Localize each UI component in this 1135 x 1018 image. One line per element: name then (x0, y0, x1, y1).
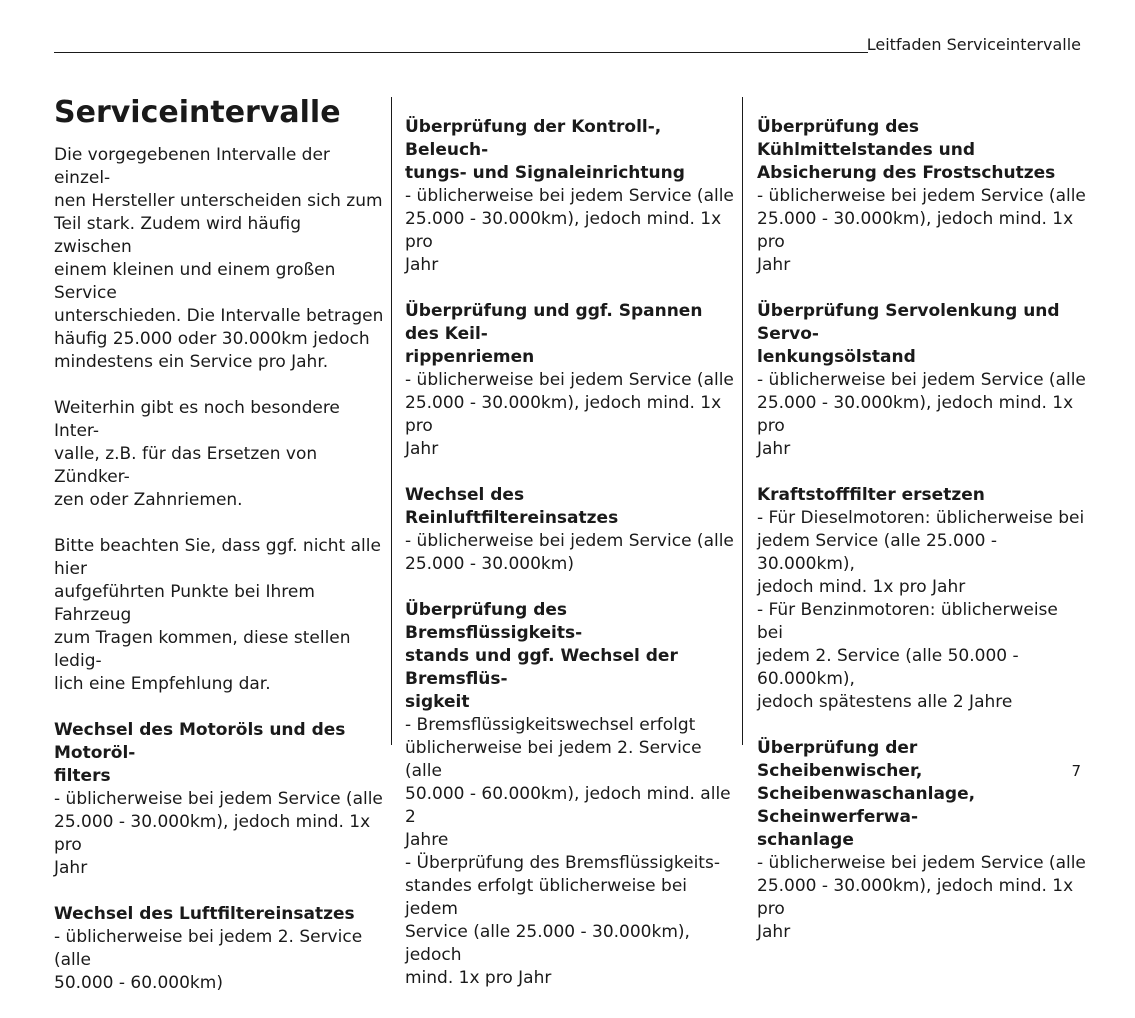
section-bremsfluessigkeit (405, 599, 735, 990)
header-title: Leitfaden Serviceintervalle (866, 35, 1081, 54)
column-divider-1 (391, 97, 392, 745)
page-title: Serviceintervalle (54, 95, 341, 130)
section-body: - üblicherweise bei jedem Service (alle 25.000 - 30.000km), jedoch mind. 1x pro Jahr (405, 370, 734, 459)
page-number: 7 (1071, 762, 1081, 780)
column-divider-2 (742, 97, 743, 745)
section-title: Wechsel des Motoröls und des Motoröl- filters (54, 720, 346, 786)
section-keilrippenriemen (405, 300, 735, 461)
section-luftfilter (54, 903, 384, 995)
section-body: - Bremsflüssigkeitswechsel erfolgt üblicherweise bei jedem 2. Service (alle 50.000 - 60.000km), jedoch mind. alle 2 Jahre - Überprüfung des Bremsflüssigkeits- standes erfolgt üblicherweise bei jedem Service (alle 25.000 - 30.000km), jedoch mind. 1x pro Jahr (405, 715, 731, 988)
section-title: Überprüfung des Kühlmittelstandes und Absicherung des Frostschutzes (757, 117, 1056, 183)
section-title: Wechsel des Reinluftfiltereinsatzes (405, 485, 619, 528)
header-rule (54, 52, 868, 53)
section-kraftstofffilter (757, 484, 1087, 714)
section-kontroll-beleuchtung (405, 116, 735, 277)
intro-paragraph: Bitte beachten Sie, dass ggf. nicht alle hier aufgeführten Punkte bei Ihrem Fahrzeug zum Tragen kommen, diese stellen ledig- lich eine Empfehlung dar. (54, 536, 381, 694)
section-title: Überprüfung und ggf. Spannen des Keil- rippenriemen (405, 301, 703, 367)
section-title: Wechsel des Luftfiltereinsatzes (54, 904, 355, 924)
column-3 (757, 116, 1087, 967)
intro-paragraph: Weiterhin gibt es noch besondere Inter- valle, z.B. für das Ersetzen von Zündker- zen oder Zahnriemen. (54, 398, 340, 510)
section-body: - üblicherweise bei jedem Service (alle 25.000 - 30.000km), jedoch mind. 1x pro Jahr (405, 186, 734, 275)
section-body: - üblicherweise bei jedem 2. Service (alle 50.000 - 60.000km) (54, 927, 363, 993)
section-scheibenwischer (757, 737, 1087, 944)
section-title: Überprüfung der Kontroll-, Beleuch- tungs- und Signaleinrichtung (405, 117, 685, 183)
intro-paragraph: Die vorgegebenen Intervalle der einzel- nen Hersteller unterscheiden sich zum Teil stark. Zudem wird häufig zwischen einem kleinen und einem großen Service unterschieden. Die Intervalle betragen häufig 25.000 oder 30.000km jedoch mindestens ein Service pro Jahr. (54, 145, 384, 372)
section-title: Überprüfung des Bremsflüssigkeits- stands und ggf. Wechsel der Bremsflüs- sigkeit (405, 600, 678, 712)
column-2 (405, 116, 735, 1013)
section-title: Kraftstofffilter ersetzen (757, 485, 985, 505)
section-title: Überprüfung der Scheibenwischer, Scheibenwaschanlage, Scheinwerferwa- schanlage (757, 738, 976, 850)
section-body: - üblicherweise bei jedem Service (alle 25.000 - 30.000km), jedoch mind. 1x pro Jahr (757, 186, 1086, 275)
section-body: - üblicherweise bei jedem Service (alle 25.000 - 30.000km), jedoch mind. 1x pro Jahr (54, 789, 383, 878)
section-reinluftfilter (405, 484, 735, 576)
section-kuehlmittel (757, 116, 1087, 277)
section-body: - üblicherweise bei jedem Service (alle 25.000 - 30.000km), jedoch mind. 1x pro Jahr (757, 853, 1086, 942)
section-servolenkung (757, 300, 1087, 461)
section-title: Überprüfung Servolenkung und Servo- lenkungsölstand (757, 301, 1060, 367)
column-1 (54, 96, 384, 1018)
section-body: - üblicherweise bei jedem Service (alle 25.000 - 30.000km) (405, 531, 734, 574)
section-body: - Für Dieselmotoren: üblicherweise bei jedem Service (alle 25.000 - 30.000km), jedoch mind. 1x pro Jahr - Für Benzinmotoren: üblicherweise bei jedem 2. Service (alle 50.000 - 60.000km), jedoch spätestens alle 2 Jahre (757, 508, 1085, 712)
section-body: - üblicherweise bei jedem Service (alle 25.000 - 30.000km), jedoch mind. 1x pro Jahr (757, 370, 1086, 459)
